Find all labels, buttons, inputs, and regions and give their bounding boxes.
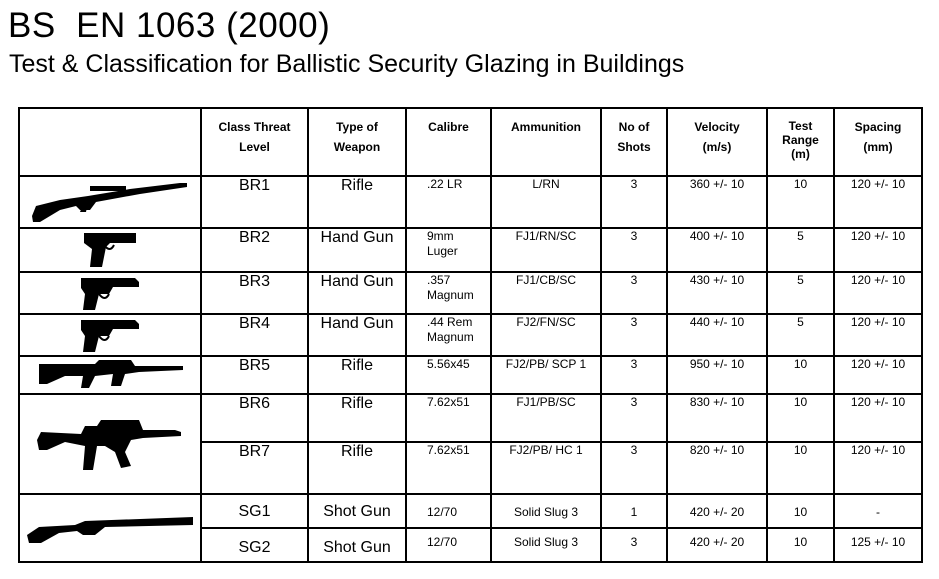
- velocity: 420 +/- 20: [667, 528, 767, 562]
- ammunition: Solid Slug 3: [491, 528, 601, 562]
- shots: 1: [601, 494, 667, 528]
- shots: 3: [601, 314, 667, 356]
- calibre: 7.62x51: [406, 442, 491, 494]
- test-range: 10: [767, 494, 834, 528]
- pistol-icon: [19, 228, 201, 272]
- assault-rifle-icon: [19, 356, 201, 394]
- header-spacing: Spacing (mm): [834, 108, 922, 176]
- calibre: 7.62x51: [406, 394, 491, 442]
- table-header-row: [19, 108, 922, 176]
- ammunition: FJ2/FN/SC: [491, 314, 601, 356]
- hunting-rifle-icon: [19, 176, 201, 228]
- spacing: 120 +/- 10: [834, 176, 922, 228]
- revolver-icon: [19, 272, 201, 314]
- ammunition: FJ2/PB/ SCP 1: [491, 356, 601, 394]
- shots: 3: [601, 394, 667, 442]
- calibre: 12/70: [406, 528, 491, 562]
- weapon-type: Shot Gun: [308, 528, 406, 562]
- table-row: [19, 314, 922, 356]
- table-row: [19, 356, 922, 394]
- spacing: 120 +/- 10: [834, 356, 922, 394]
- weapon-type: Rifle: [308, 394, 406, 442]
- header-velocity: Velocity (m/s): [667, 108, 767, 176]
- shots: 3: [601, 272, 667, 314]
- class-level: BR5: [201, 356, 308, 394]
- class-level: BR7: [201, 442, 308, 494]
- page-title: BS EN 1063 (2000): [8, 6, 331, 45]
- header-calibre: Calibre: [406, 108, 491, 176]
- calibre: 12/70: [406, 494, 491, 528]
- test-range: 10: [767, 528, 834, 562]
- spacing: -: [834, 494, 922, 528]
- ammunition: L/RN: [491, 176, 601, 228]
- test-range: 5: [767, 314, 834, 356]
- shots: 3: [601, 528, 667, 562]
- table-row: [19, 494, 922, 528]
- spacing: 120 +/- 10: [834, 394, 922, 442]
- spacing: 120 +/- 10: [834, 442, 922, 494]
- calibre: .357 Magnum: [406, 272, 491, 314]
- class-level: BR1: [201, 176, 308, 228]
- spacing: 120 +/- 10: [834, 228, 922, 272]
- shotgun-icon: [19, 494, 201, 562]
- ammunition: FJ2/PB/ HC 1: [491, 442, 601, 494]
- class-level: SG2: [201, 528, 308, 562]
- calibre: 9mm Luger: [406, 228, 491, 272]
- page-subtitle: Test & Classification for Ballistic Security Glazing in Buildings: [9, 50, 685, 78]
- test-range: 5: [767, 272, 834, 314]
- calibre: 5.56x45: [406, 356, 491, 394]
- velocity: 420 +/- 20: [667, 494, 767, 528]
- header-class: Class Threat Level: [201, 108, 308, 176]
- weapon-type: Hand Gun: [308, 272, 406, 314]
- velocity: 360 +/- 10: [667, 176, 767, 228]
- header-ammunition: Ammunition: [491, 108, 601, 176]
- table-row: [19, 176, 922, 228]
- header-image: [19, 108, 201, 176]
- table-row: [19, 228, 922, 272]
- header-range: Test Range (m): [767, 108, 834, 176]
- header-shots: No of Shots: [601, 108, 667, 176]
- shots: 3: [601, 356, 667, 394]
- table-row: [19, 272, 922, 314]
- test-range: 10: [767, 176, 834, 228]
- weapon-type: Rifle: [308, 176, 406, 228]
- velocity: 950 +/- 10: [667, 356, 767, 394]
- weapon-type: Rifle: [308, 356, 406, 394]
- test-range: 10: [767, 394, 834, 442]
- test-range: 10: [767, 442, 834, 494]
- class-level: BR6: [201, 394, 308, 442]
- ammunition: Solid Slug 3: [491, 494, 601, 528]
- shots: 3: [601, 176, 667, 228]
- weapon-type: Rifle: [308, 442, 406, 494]
- spacing: 120 +/- 10: [834, 314, 922, 356]
- velocity: 820 +/- 10: [667, 442, 767, 494]
- class-level: BR3: [201, 272, 308, 314]
- shots: 3: [601, 228, 667, 272]
- battle-rifle-icon: [19, 394, 201, 494]
- spacing: 120 +/- 10: [834, 272, 922, 314]
- ammunition: FJ1/PB/SC: [491, 394, 601, 442]
- ammunition: FJ1/CB/SC: [491, 272, 601, 314]
- spacing: 125 +/- 10: [834, 528, 922, 562]
- velocity: 430 +/- 10: [667, 272, 767, 314]
- shots: 3: [601, 442, 667, 494]
- ballistic-class-table: [18, 107, 923, 563]
- velocity: 440 +/- 10: [667, 314, 767, 356]
- revolver-icon: [19, 314, 201, 356]
- velocity: 830 +/- 10: [667, 394, 767, 442]
- calibre: .22 LR: [406, 176, 491, 228]
- velocity: 400 +/- 10: [667, 228, 767, 272]
- test-range: 10: [767, 356, 834, 394]
- class-level: BR4: [201, 314, 308, 356]
- weapon-type: Shot Gun: [308, 494, 406, 528]
- class-level: SG1: [201, 494, 308, 528]
- header-weapon: Type of Weapon: [308, 108, 406, 176]
- table-row: [19, 394, 922, 442]
- class-level: BR2: [201, 228, 308, 272]
- test-range: 5: [767, 228, 834, 272]
- calibre: .44 Rem Magnum: [406, 314, 491, 356]
- weapon-type: Hand Gun: [308, 228, 406, 272]
- weapon-type: Hand Gun: [308, 314, 406, 356]
- ammunition: FJ1/RN/SC: [491, 228, 601, 272]
